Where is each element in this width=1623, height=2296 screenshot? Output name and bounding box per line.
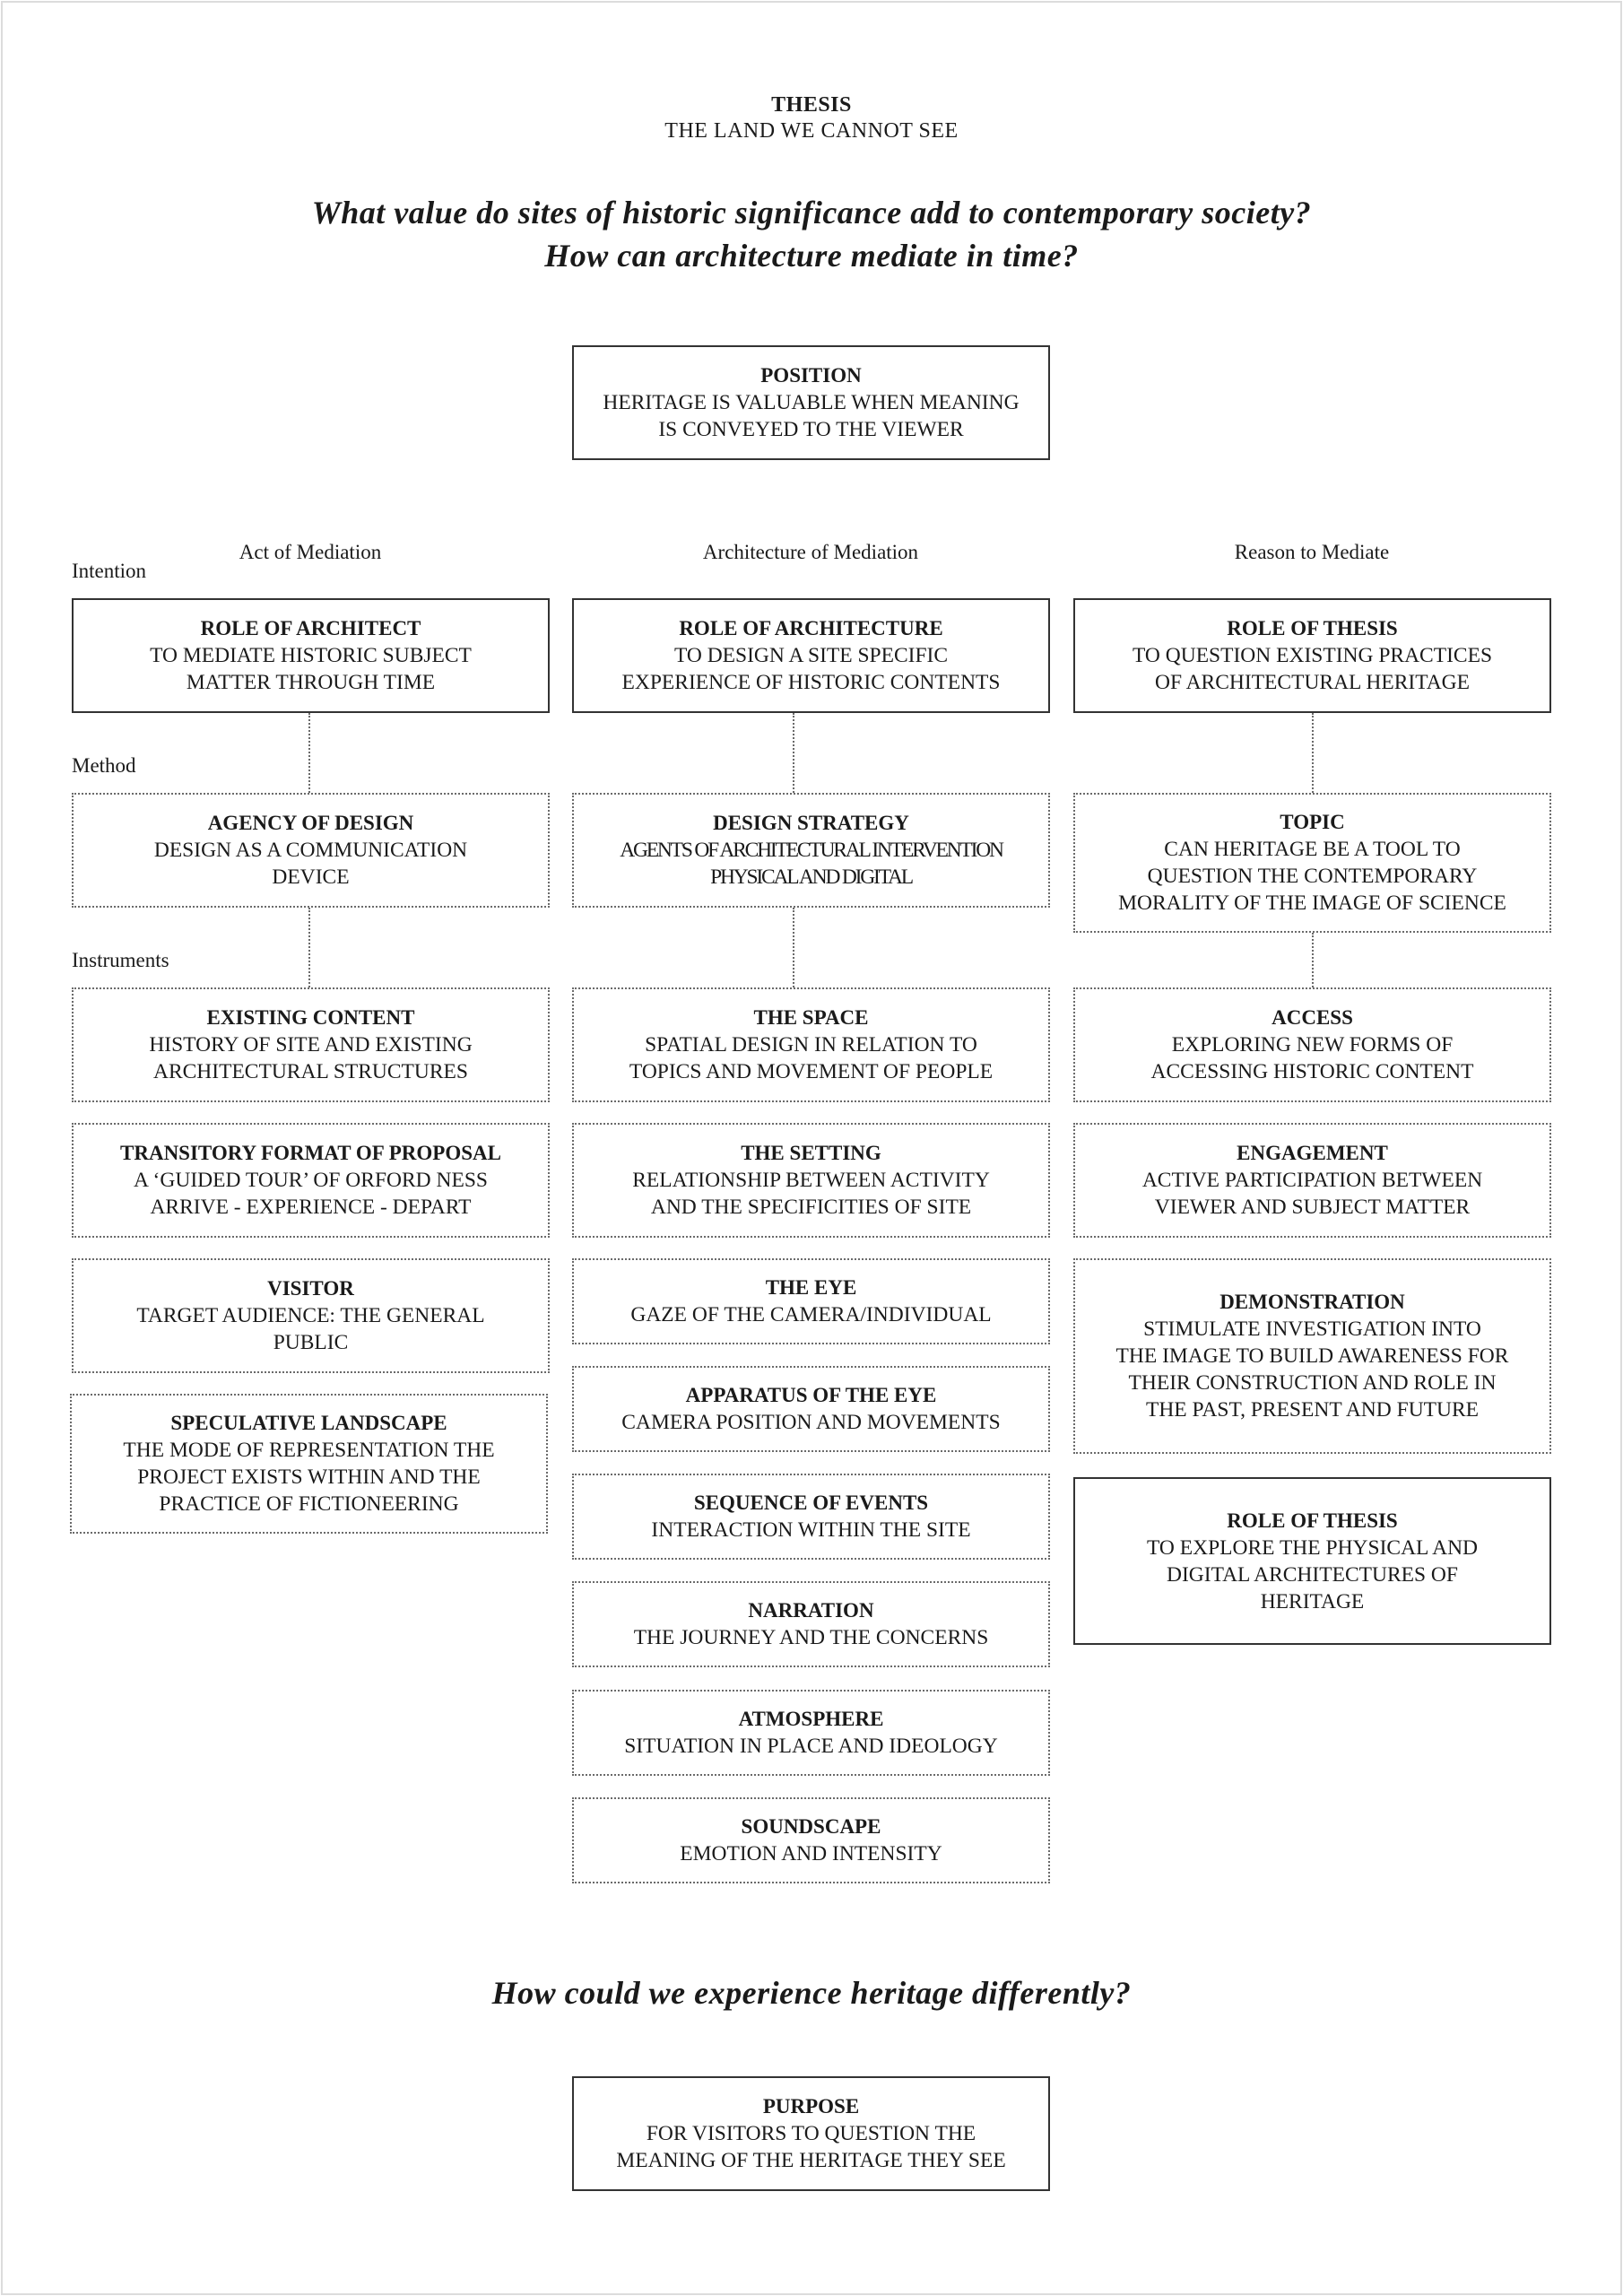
box-body: CAMERA POSITION AND MOVEMENTS	[621, 1411, 1001, 1434]
connector-line	[1312, 933, 1314, 987]
position-box	[572, 345, 1050, 460]
connector-line	[308, 713, 310, 793]
box-title: DEMONSTRATION	[1219, 1291, 1405, 1313]
box-body: RELATIONSHIP BETWEEN ACTIVITY AND THE SPECIFICITIES OF SITE	[632, 1169, 990, 1219]
box-body: TO MEDIATE HISTORIC SUBJECT MATTER THROUGH TIME	[150, 644, 472, 694]
design-strategy-box	[572, 793, 1050, 908]
agency-of-design-box	[72, 793, 550, 908]
sequence-of-events-box	[572, 1474, 1050, 1560]
box-body: TARGET AUDIENCE: THE GENERAL PUBLIC	[136, 1304, 485, 1354]
box-title: THE EYE	[765, 1276, 857, 1299]
purpose-box	[572, 2076, 1050, 2191]
speculative-landscape-box	[70, 1394, 548, 1534]
box-title: ROLE OF THESIS	[1227, 617, 1398, 639]
column-heading-reason: Reason to Mediate	[1234, 541, 1390, 563]
connector-line	[1312, 713, 1314, 793]
box-title: SEQUENCE OF EVENTS	[693, 1492, 929, 1514]
box-title: THE SPACE	[753, 1006, 869, 1029]
box-body: SITUATION IN PLACE AND IDEOLOGY	[624, 1735, 998, 1758]
position-body: HERITAGE IS VALUABLE WHEN MEANING IS CONVEYED TO THE VIEWER	[603, 391, 1020, 441]
box-title: ATMOSPHERE	[738, 1708, 884, 1730]
box-title: NARRATION	[748, 1599, 874, 1622]
box-body: HISTORY OF SITE AND EXISTING ARCHITECTURAL STRUCTURES	[149, 1033, 473, 1083]
box-body: AGENTS OF ARCHITECTURAL INTERVENTION PHYSICAL AND DIGITAL	[620, 839, 1002, 889]
role-of-thesis-explore-box	[1073, 1477, 1551, 1645]
topic-box	[1073, 793, 1551, 933]
row-label-instruments: Instruments	[72, 949, 169, 971]
role-of-architect-box	[72, 598, 550, 713]
research-question-1: What value do sites of historic significance add to contemporary society?	[311, 195, 1312, 230]
box-title: APPARATUS OF THE EYE	[685, 1384, 937, 1406]
closing-question: How could we experience heritage differently?	[491, 1975, 1132, 2011]
role-of-architecture-box	[572, 598, 1050, 713]
box-title: ROLE OF ARCHITECT	[200, 617, 421, 639]
box-title: ACCESS	[1271, 1006, 1353, 1029]
box-body: DESIGN AS A COMMUNICATION DEVICE	[153, 839, 468, 889]
the-eye-box	[572, 1258, 1050, 1344]
purpose-title: PURPOSE	[762, 2095, 860, 2118]
role-of-thesis-box	[1073, 598, 1551, 713]
box-body: THE MODE OF REPRESENTATION THE PROJECT EXISTS WITHIN AND THE PRACTICE OF FICTIONEERING	[123, 1439, 495, 1516]
box-body: SPATIAL DESIGN IN RELATION TO TOPICS AND MOVEMENT OF PEOPLE	[629, 1033, 994, 1083]
thesis-subtitle: THE LAND WE CANNOT SEE	[664, 119, 959, 143]
box-title: ENGAGEMENT	[1237, 1142, 1388, 1164]
box-title: THE SETTING	[741, 1142, 881, 1164]
box-title: DESIGN STRATEGY	[713, 812, 909, 834]
soundscape-box	[572, 1797, 1050, 1883]
demonstration-box	[1073, 1258, 1551, 1454]
box-body: THE JOURNEY AND THE CONCERNS	[633, 1626, 989, 1649]
box-title: TOPIC	[1280, 811, 1345, 833]
thesis-label: THESIS	[771, 93, 852, 117]
box-body: EMOTION AND INTENSITY	[680, 1842, 942, 1866]
box-title: TRANSITORY FORMAT OF PROPOSAL	[120, 1142, 501, 1164]
the-setting-box	[572, 1123, 1050, 1238]
connector-line	[308, 908, 310, 987]
box-title: EXISTING CONTENT	[206, 1006, 415, 1029]
access-box	[1073, 987, 1551, 1102]
box-body: A ‘GUIDED TOUR’ OF ORFORD NESS ARRIVE - EXPERIENCE - DEPART	[134, 1169, 488, 1219]
position-title: POSITION	[760, 364, 862, 387]
box-body: STIMULATE INVESTIGATION INTO THE IMAGE TO BUILD AWARENESS FOR THEIR CONSTRUCTION AND ROLE IN THE PAST, PRESENT AND FUTURE	[1115, 1318, 1509, 1422]
box-body: INTERACTION WITHIN THE SITE	[651, 1518, 971, 1542]
visitor-box	[72, 1258, 550, 1373]
row-label-intention: Intention	[72, 560, 147, 582]
engagement-box	[1073, 1123, 1551, 1238]
atmosphere-box	[572, 1690, 1050, 1776]
existing-content-box	[72, 987, 550, 1102]
apparatus-of-the-eye-box	[572, 1366, 1050, 1452]
column-heading-act: Act of Mediation	[239, 541, 382, 563]
row-label-method: Method	[72, 754, 136, 777]
research-question-2: How can architecture mediate in time?	[544, 238, 1079, 274]
box-title: ROLE OF THESIS	[1227, 1509, 1398, 1532]
connector-line	[793, 713, 794, 793]
transitory-format-box	[72, 1123, 550, 1238]
narration-box	[572, 1581, 1050, 1667]
box-title: ROLE OF ARCHITECTURE	[679, 617, 943, 639]
box-body: TO EXPLORE THE PHYSICAL AND DIGITAL ARCHITECTURES OF HERITAGE	[1146, 1535, 1479, 1613]
box-title: SOUNDSCAPE	[741, 1815, 881, 1838]
the-space-box	[572, 987, 1050, 1102]
column-heading-architecture: Architecture of Mediation	[702, 541, 919, 563]
box-body: CAN HERITAGE BE A TOOL TO QUESTION THE CONTEMPORARY MORALITY OF THE IMAGE OF SCIENCE	[1118, 838, 1506, 915]
connector-line	[793, 908, 794, 987]
box-body: GAZE OF THE CAMERA/INDIVIDUAL	[630, 1303, 992, 1326]
box-title: AGENCY OF DESIGN	[207, 812, 414, 834]
box-title: SPECULATIVE LANDSCAPE	[170, 1412, 447, 1434]
box-body: TO QUESTION EXISTING PRACTICES OF ARCHITECTURAL HERITAGE	[1132, 644, 1493, 694]
box-body: TO DESIGN A SITE SPECIFIC EXPERIENCE OF HISTORIC CONTENTS	[621, 644, 1001, 694]
box-body: EXPLORING NEW FORMS OF ACCESSING HISTORIC CONTENT	[1150, 1033, 1474, 1083]
box-title: VISITOR	[267, 1277, 354, 1300]
box-body: ACTIVE PARTICIPATION BETWEEN VIEWER AND SUBJECT MATTER	[1141, 1169, 1483, 1219]
purpose-body: FOR VISITORS TO QUESTION THE MEANING OF THE HERITAGE THEY SEE	[616, 2122, 1006, 2172]
